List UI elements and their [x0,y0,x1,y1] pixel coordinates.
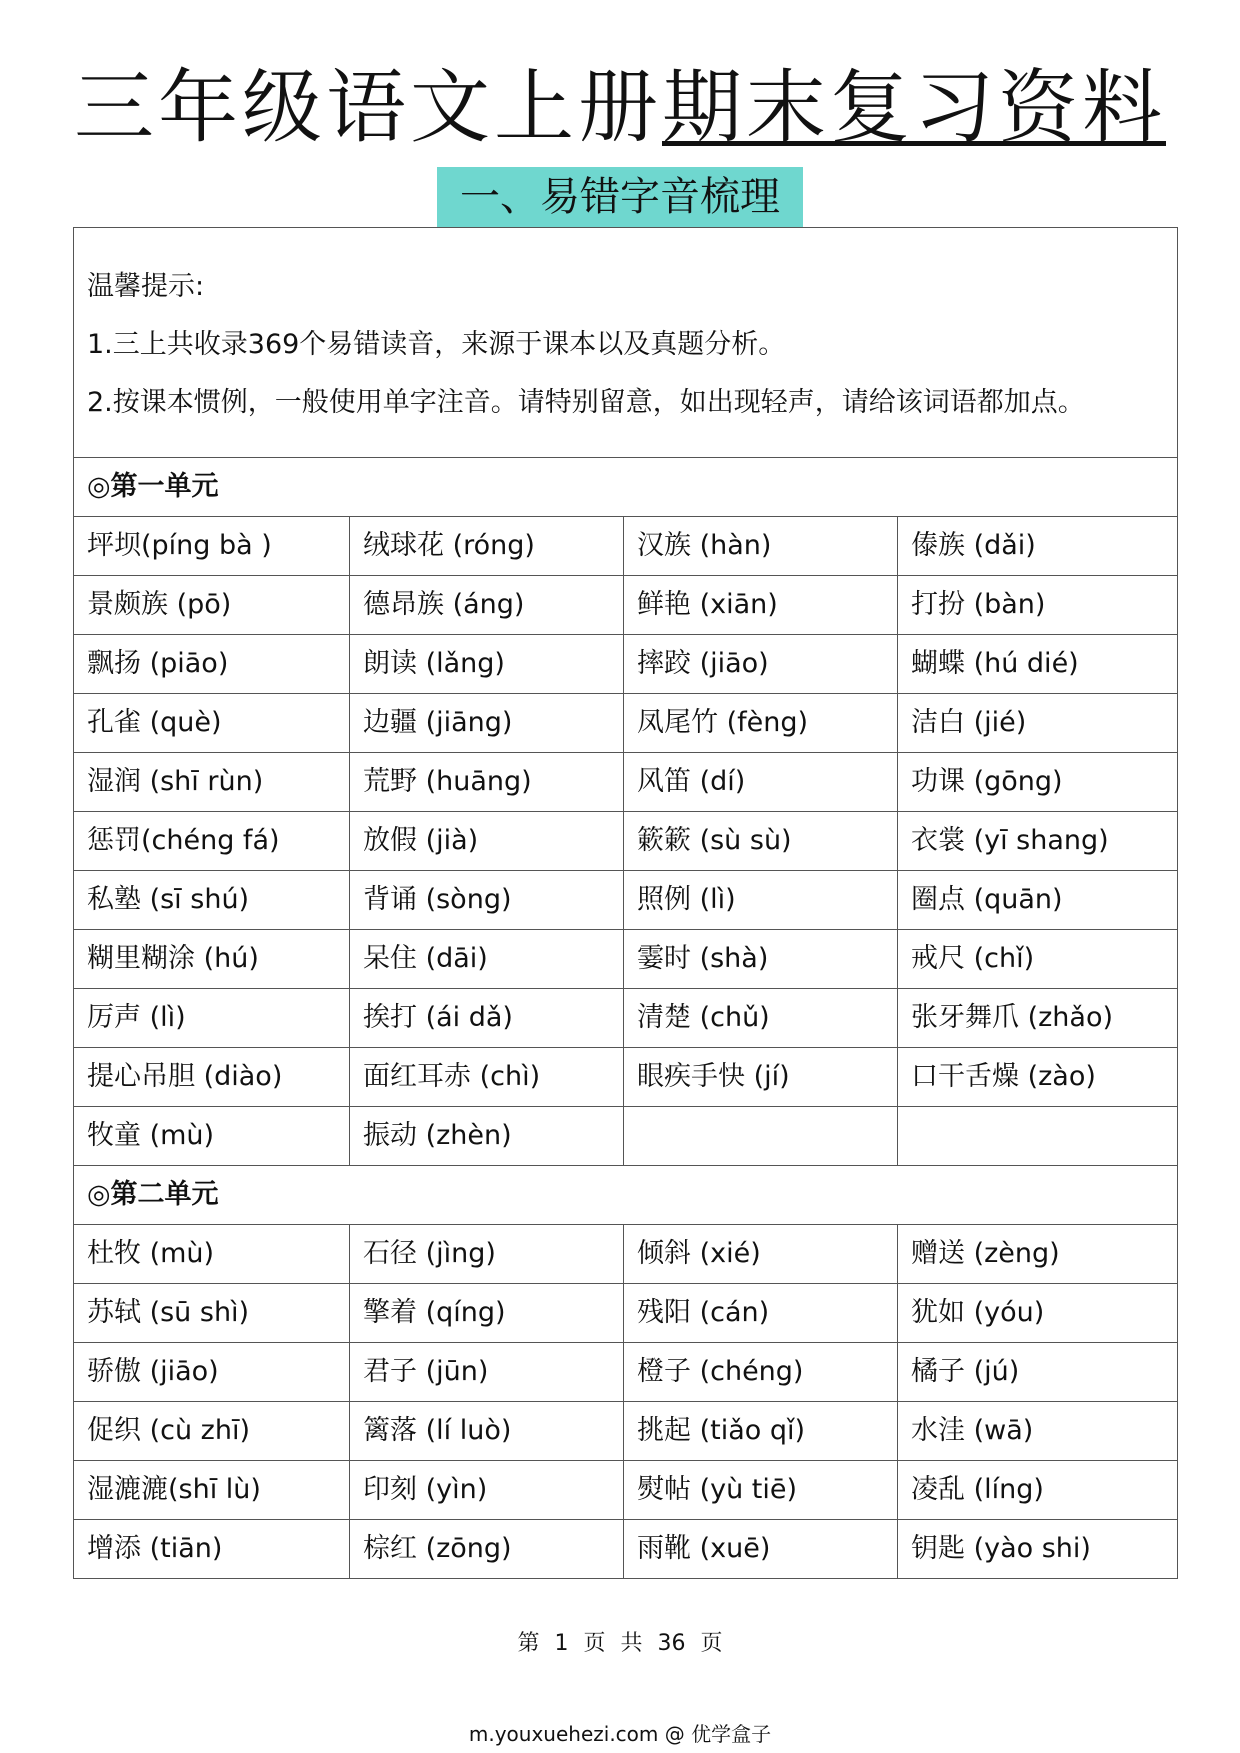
word-cell [624,1107,898,1166]
word-cell: 提心吊胆 (diào) [74,1048,350,1107]
word-cell: 霎时 (shà) [624,930,898,989]
pronunciation-table [73,227,1178,1579]
word-cell: 照例 (lì) [624,871,898,930]
word-cell: 清楚 (chǔ) [624,989,898,1048]
tips-line-1: 1.三上共收录369个易错读音，来源于课本以及真题分析。 [87,328,786,360]
unit-title: ◎第二单元 [74,1166,1178,1225]
word-cell: 篱落 (lí luò) [350,1402,624,1461]
section-heading: 一、易错字音梳理 [437,167,803,227]
word-row [74,1402,1178,1461]
word-cell: 蝴蝶 (hú dié) [898,635,1178,694]
word-cell: 眼疾手快 (jí) [624,1048,898,1107]
tips-heading: 温馨提示: [87,270,205,302]
word-row [74,871,1178,930]
word-cell: 熨帖 (yù tiē) [624,1461,898,1520]
word-cell: 倾斜 (xié) [624,1225,898,1284]
word-cell: 景颇族 (pō) [74,576,350,635]
word-cell: 汉族 (hàn) [624,517,898,576]
tips-cell [74,228,1178,458]
unit-header-row [74,1166,1178,1225]
page-number: 第 1 页 共 36 页 [517,1631,723,1656]
word-row [74,812,1178,871]
word-cell: 绒球花 (róng) [350,517,624,576]
word-cell: 钥匙 (yào shi) [898,1520,1178,1579]
word-cell: 风笛 (dí) [624,753,898,812]
word-cell: 石径 (jìng) [350,1225,624,1284]
word-cell: 洁白 (jié) [898,694,1178,753]
word-cell: 印刻 (yìn) [350,1461,624,1520]
word-cell: 牧童 (mù) [74,1107,350,1166]
word-cell: 口干舌燥 (zào) [898,1048,1178,1107]
word-cell: 凤尾竹 (fèng) [624,694,898,753]
word-cell: 戒尺 (chǐ) [898,930,1178,989]
word-row [74,1284,1178,1343]
word-cell: 边疆 (jiāng) [350,694,624,753]
word-cell: 簌簌 (sù sù) [624,812,898,871]
word-cell: 湿润 (shī rùn) [74,753,350,812]
unit-title: ◎第一单元 [74,458,1178,517]
word-cell: 挑起 (tiǎo qǐ) [624,1402,898,1461]
word-cell: 功课 (gōng) [898,753,1178,812]
word-cell: 凌乱 (líng) [898,1461,1178,1520]
word-row [74,1107,1178,1166]
site-credit: m.youxuehezi.com @ 优学盒子 [468,1722,772,1746]
word-row [74,517,1178,576]
word-cell: 擎着 (qíng) [350,1284,624,1343]
tips-line-2: 2.按课本惯例，一般使用单字注音。请特别留意，如出现轻声，请给该词语都加点。 [87,386,1085,418]
word-cell: 面红耳赤 (chì) [350,1048,624,1107]
word-row [74,753,1178,812]
word-cell: 背诵 (sòng) [350,871,624,930]
word-row [74,576,1178,635]
word-cell: 振动 (zhèn) [350,1107,624,1166]
word-row [74,1225,1178,1284]
word-cell: 傣族 (dǎi) [898,517,1178,576]
word-cell: 打扮 (bàn) [898,576,1178,635]
word-cell: 私塾 (sī shú) [74,871,350,930]
title-part-1: 三年级语文上册 [74,61,662,154]
word-cell: 棕红 (zōng) [350,1520,624,1579]
word-cell: 增添 (tiān) [74,1520,350,1579]
word-cell: 水洼 (wā) [898,1402,1178,1461]
word-row [74,694,1178,753]
word-row [74,1048,1178,1107]
word-cell: 挨打 (ái dǎ) [350,989,624,1048]
title-part-2-underlined: 期末复习资料 [662,61,1166,154]
word-cell: 橘子 (jú) [898,1343,1178,1402]
word-cell: 骄傲 (jiāo) [74,1343,350,1402]
word-cell: 坪坝(píng bà ) [74,517,350,576]
word-row [74,1343,1178,1402]
word-cell: 苏轼 (sū shì) [74,1284,350,1343]
word-cell: 摔跤 (jiāo) [624,635,898,694]
word-row [74,1520,1178,1579]
word-cell: 张牙舞爪 (zhǎo) [898,989,1178,1048]
word-cell: 犹如 (yóu) [898,1284,1178,1343]
word-cell: 飘扬 (piāo) [74,635,350,694]
word-cell: 放假 (jià) [350,812,624,871]
word-cell: 厉声 (lì) [74,989,350,1048]
word-cell [898,1107,1178,1166]
word-cell: 鲜艳 (xiān) [624,576,898,635]
word-cell: 糊里糊涂 (hú) [74,930,350,989]
word-row [74,635,1178,694]
word-cell: 衣裳 (yī shang) [898,812,1178,871]
word-cell: 雨靴 (xuē) [624,1520,898,1579]
word-cell: 惩罚(chéng fá) [74,812,350,871]
word-cell: 残阳 (cán) [624,1284,898,1343]
document-title [0,58,1240,158]
word-cell: 橙子 (chéng) [624,1343,898,1402]
tips-row [74,228,1178,458]
word-row [74,1461,1178,1520]
word-row [74,989,1178,1048]
word-cell: 呆住 (dāi) [350,930,624,989]
word-cell: 湿漉漉(shī lù) [74,1461,350,1520]
word-cell: 圈点 (quān) [898,871,1178,930]
word-row [74,930,1178,989]
word-cell: 杜牧 (mù) [74,1225,350,1284]
word-cell: 君子 (jūn) [350,1343,624,1402]
word-cell: 德昂族 (áng) [350,576,624,635]
word-cell: 赠送 (zèng) [898,1225,1178,1284]
word-cell: 促织 (cù zhī) [74,1402,350,1461]
word-cell: 荒野 (huāng) [350,753,624,812]
word-cell: 朗读 (lǎng) [350,635,624,694]
unit-header-row [74,458,1178,517]
word-cell: 孔雀 (què) [74,694,350,753]
